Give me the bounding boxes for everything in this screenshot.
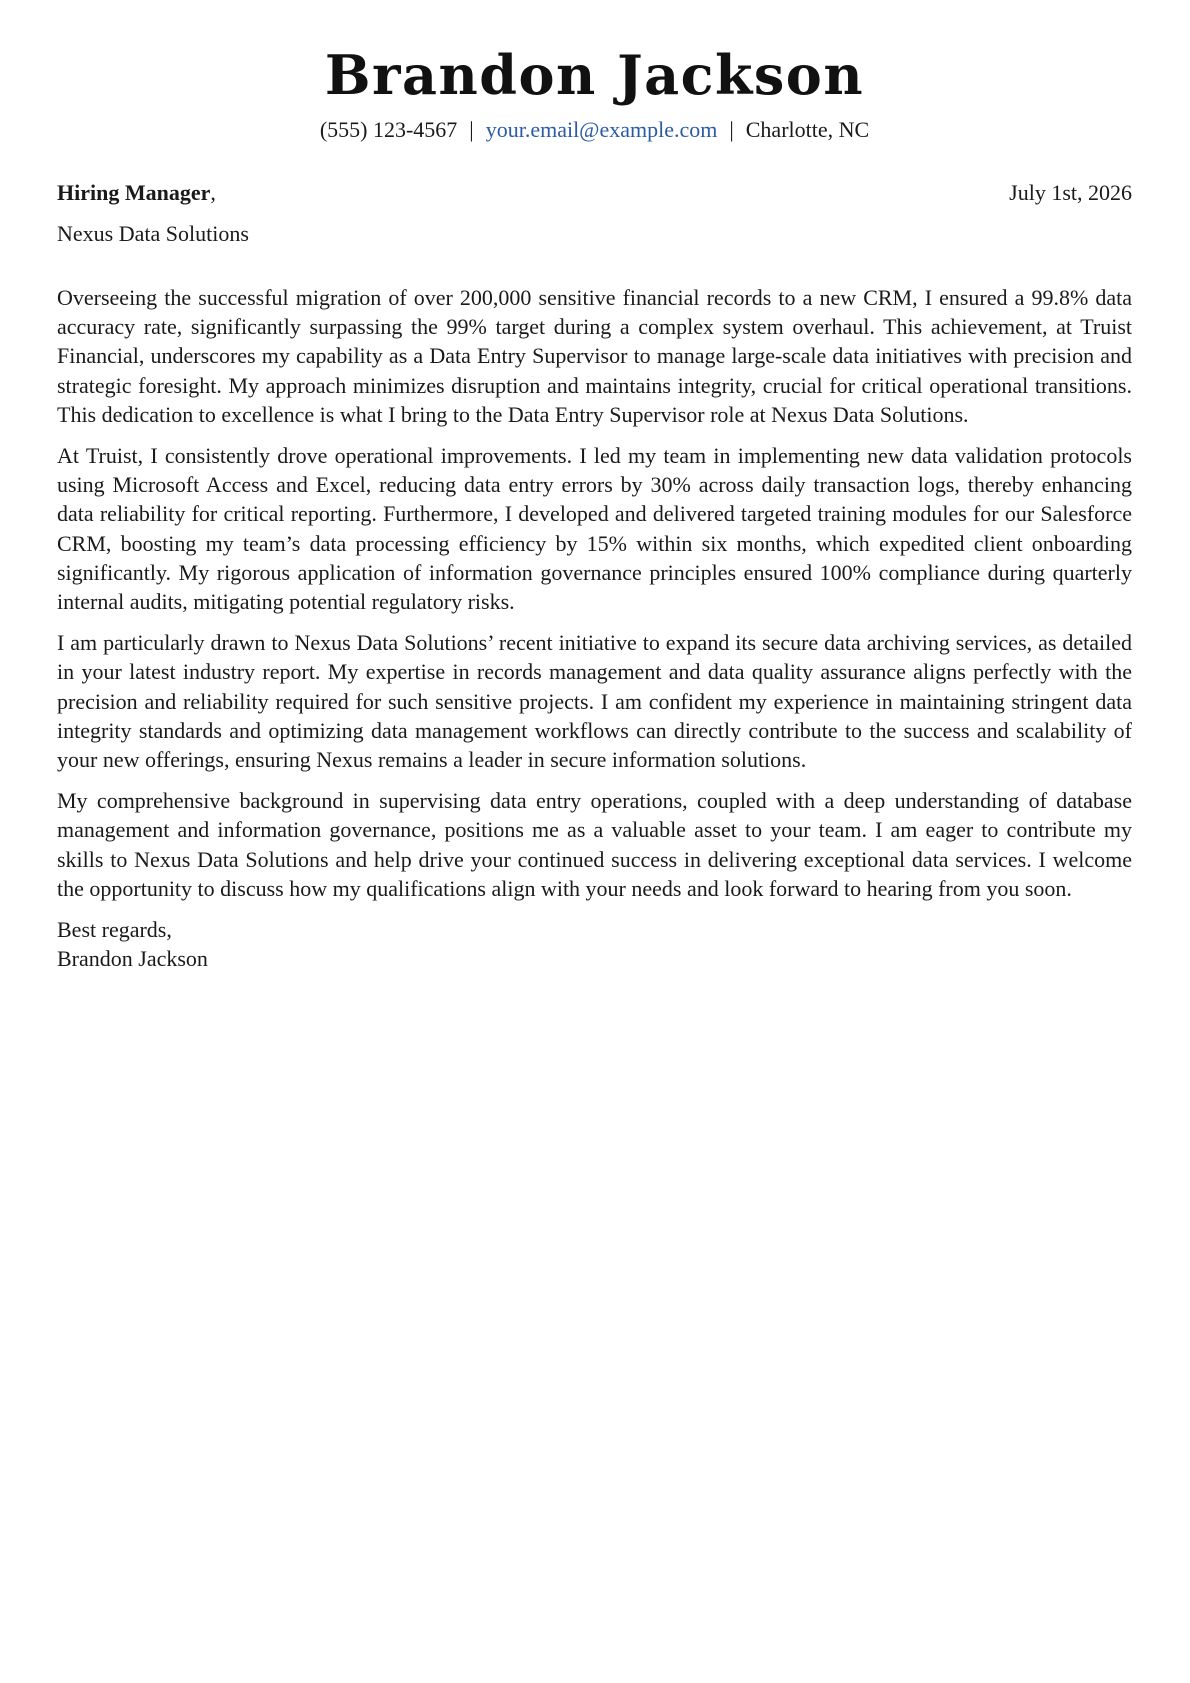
contact-line <box>57 116 1132 144</box>
letter-body <box>57 283 1132 973</box>
separator: | <box>729 117 734 142</box>
body-paragraph: Overseeing the successful migration of over 200,000 sensitive financial records to a new CRM, I ensured a 99.8% data accuracy rate, significantly surpassing the 99% target during a complex system overhaul. This achievement, at Truist Financial, underscores my capability as a Data Entry Supervisor to manage large-scale data initiatives with precision and strategic foresight. My approach minimizes disruption and maintains integrity, crucial for critical operational transitions. This dedication to excellence is what I bring to the Data Entry Supervisor role at Nexus Data Solutions. <box>57 285 1132 427</box>
applicant-name: Brandon Jackson <box>324 43 865 107</box>
location: Charlotte, NC <box>745 117 870 142</box>
recipient-title: Hiring Manager <box>57 180 211 205</box>
salutation-comma: , <box>210 180 216 205</box>
letter-date: July 1st, 2026 <box>1009 180 1132 205</box>
closing-block <box>57 915 1132 973</box>
sign-off: Best regards, <box>57 917 172 943</box>
signature: Brandon Jackson <box>57 946 208 972</box>
phone-number: (555) 123-4567 <box>319 117 458 142</box>
recipient-salutation <box>57 179 216 207</box>
email-link[interactable]: your.email@example.com <box>485 117 718 142</box>
separator: | <box>469 117 474 142</box>
body-paragraph: I am particularly drawn to Nexus Data Solutions’ recent initiative to expand its secure data archiving services, as detailed in your latest industry report. My expertise in records management and data quality assurance aligns perfectly with the precision and reliability required for such sensitive projects. I am confident my experience in maintaining stringent data integrity standards and optimizing data management workflows can directly contribute to the success and scalability of your new offerings, ensuring Nexus remains a leader in secure information solutions. <box>57 630 1132 773</box>
body-paragraph: My comprehensive background in supervising data entry operations, coupled with a deep understanding of database management and information governance, positions me as a valuable asset to your team. I am eager to contribute my skills to Nexus Data Solutions and help drive your continued success in delivering exceptional data services. I welcome the opportunity to discuss how my qualifications align with your needs and look forward to hearing from you soon. <box>57 788 1132 901</box>
body-paragraph: At Truist, I consistently drove operational improvements. I led my team in implementing new data validation protocols using Microsoft Access and Excel, reducing data entry errors by 30% across daily transaction logs, thereby enhancing data reliability for critical reporting. Furthermore, I developed and delivered targeted training modules for our Salesforce CRM, boosting my team’s data processing efficiency by 15% within six months, which expedited client onboarding significantly. My rigorous application of information governance principles ensured 100% compliance during quarterly internal audits, mitigating potential regulatory risks. <box>57 443 1132 615</box>
recipient-company: Nexus Data Solutions <box>57 221 249 246</box>
